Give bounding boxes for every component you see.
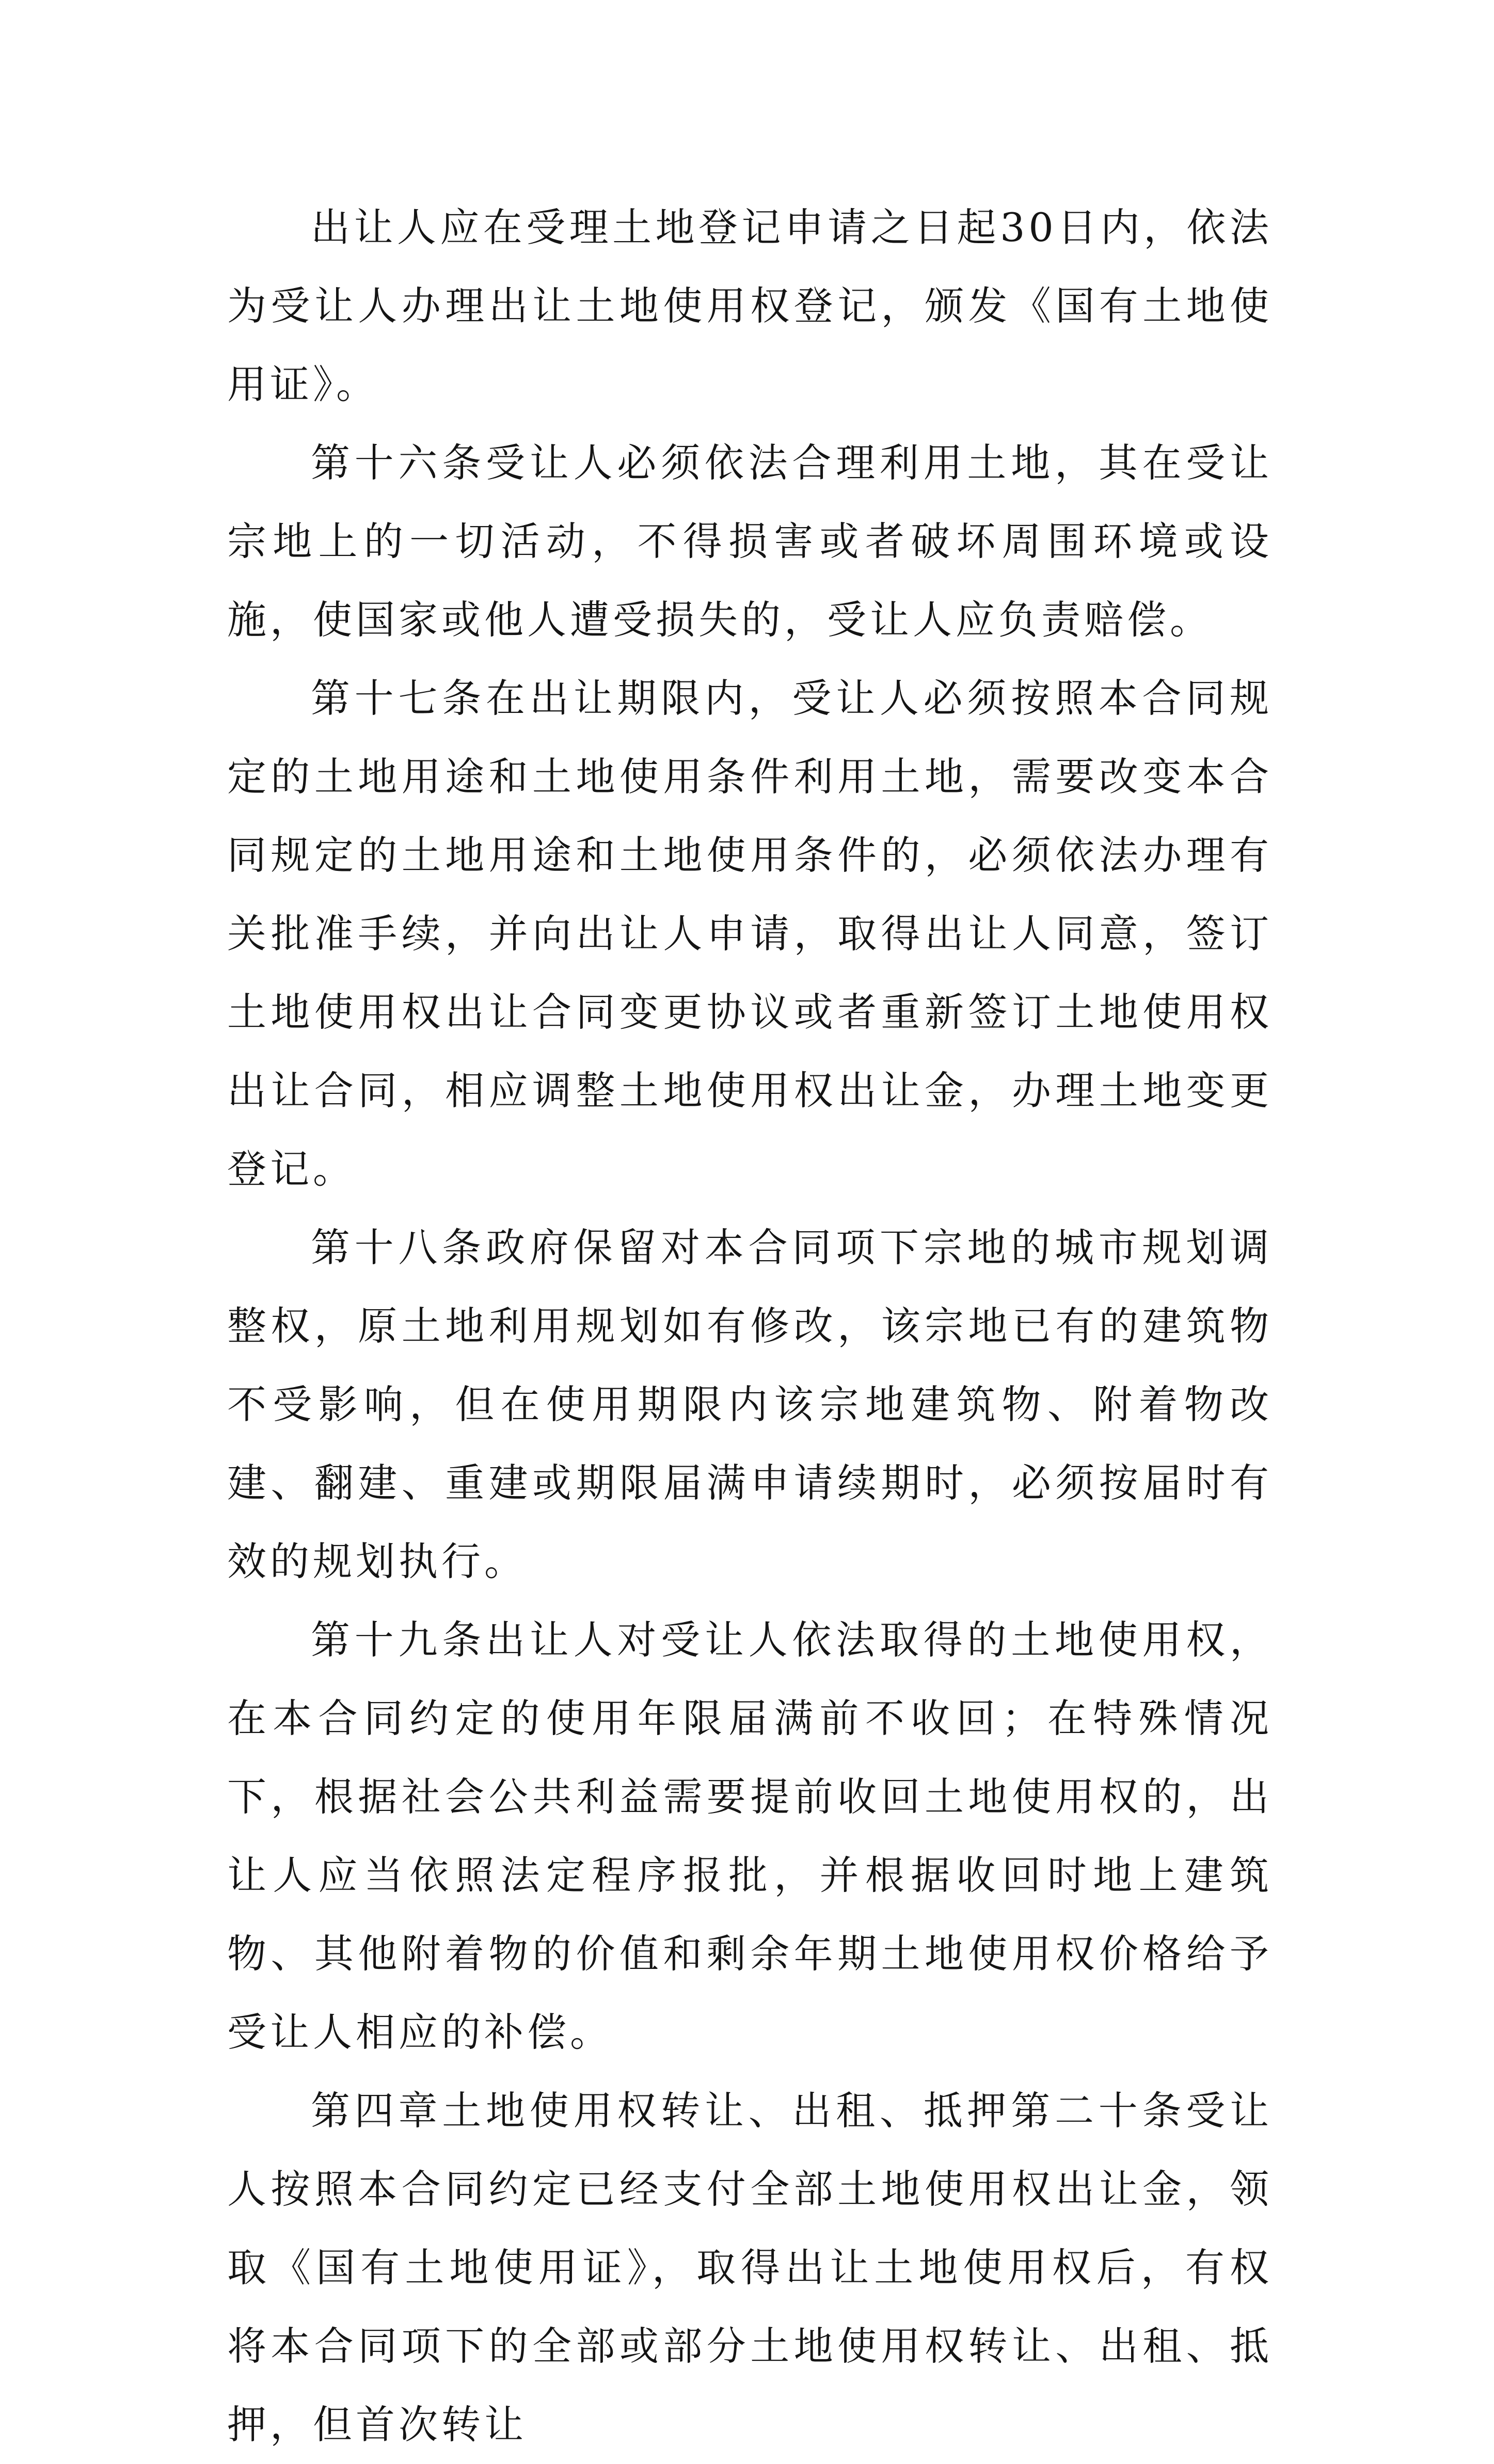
paragraph-article-18: 第十八条政府保留对本合同项下宗地的城市规划调整权，原土地利用规划如有修改，该宗地已有的建筑物不受影响，但在使用期限内该宗地建筑物、附着物改建、翻建、重建或期限届满申请续期时，必须按届时有效的规划执行。 [227,1225,1273,1584]
paragraph-article-19: 第十九条出让人对受让人依法取得的土地使用权，在本合同约定的使用年限届满前不收回；在特殊情况下，根据社会公共利益需要提前收回土地使用权的，出让人应当依照法定程序报批，并根据收回时地上建筑物、其他附着物的价值和剩余年期土地使用权价格给予受让人相应的补偿。 [227,1617,1273,2055]
paragraph-article-17: 第十七条在出让期限内，受让人必须按照本合同规定的土地用途和土地使用条件利用土地，需要改变本合同规定的土地用途和土地使用条件的，必须依法办理有关批准手续，并向出让人申请，取得出让人同意，签订土地使用权出让合同变更协议或者重新签订土地使用权出让合同，相应调整土地使用权出让金，办理土地变更登记。 [227,675,1273,1192]
paragraph-article-16: 第十六条受让人必须依法合理利用土地，其在受让宗地上的一切活动，不得损害或者破坏周围环境或设施，使国家或他人遭受损失的，受让人应负责赔偿。 [227,440,1273,643]
document-body [227,188,1273,2464]
paragraph-land-registration: 出让人应在受理土地登记申请之日起30日内，依法为受让人办理出让土地使用权登记，颁发《国有土地使用证》。 [227,204,1273,407]
paragraph-chapter-4-article-20: 第四章土地使用权转让、出租、抵押第二十条受让人按照本合同约定已经支付全部土地使用权出让金，领取《国有土地使用证》，取得出让土地使用权后，有权将本合同项下的全部或部分土地使用权转让、出租、抵押，但首次转让 [227,2088,1273,2447]
